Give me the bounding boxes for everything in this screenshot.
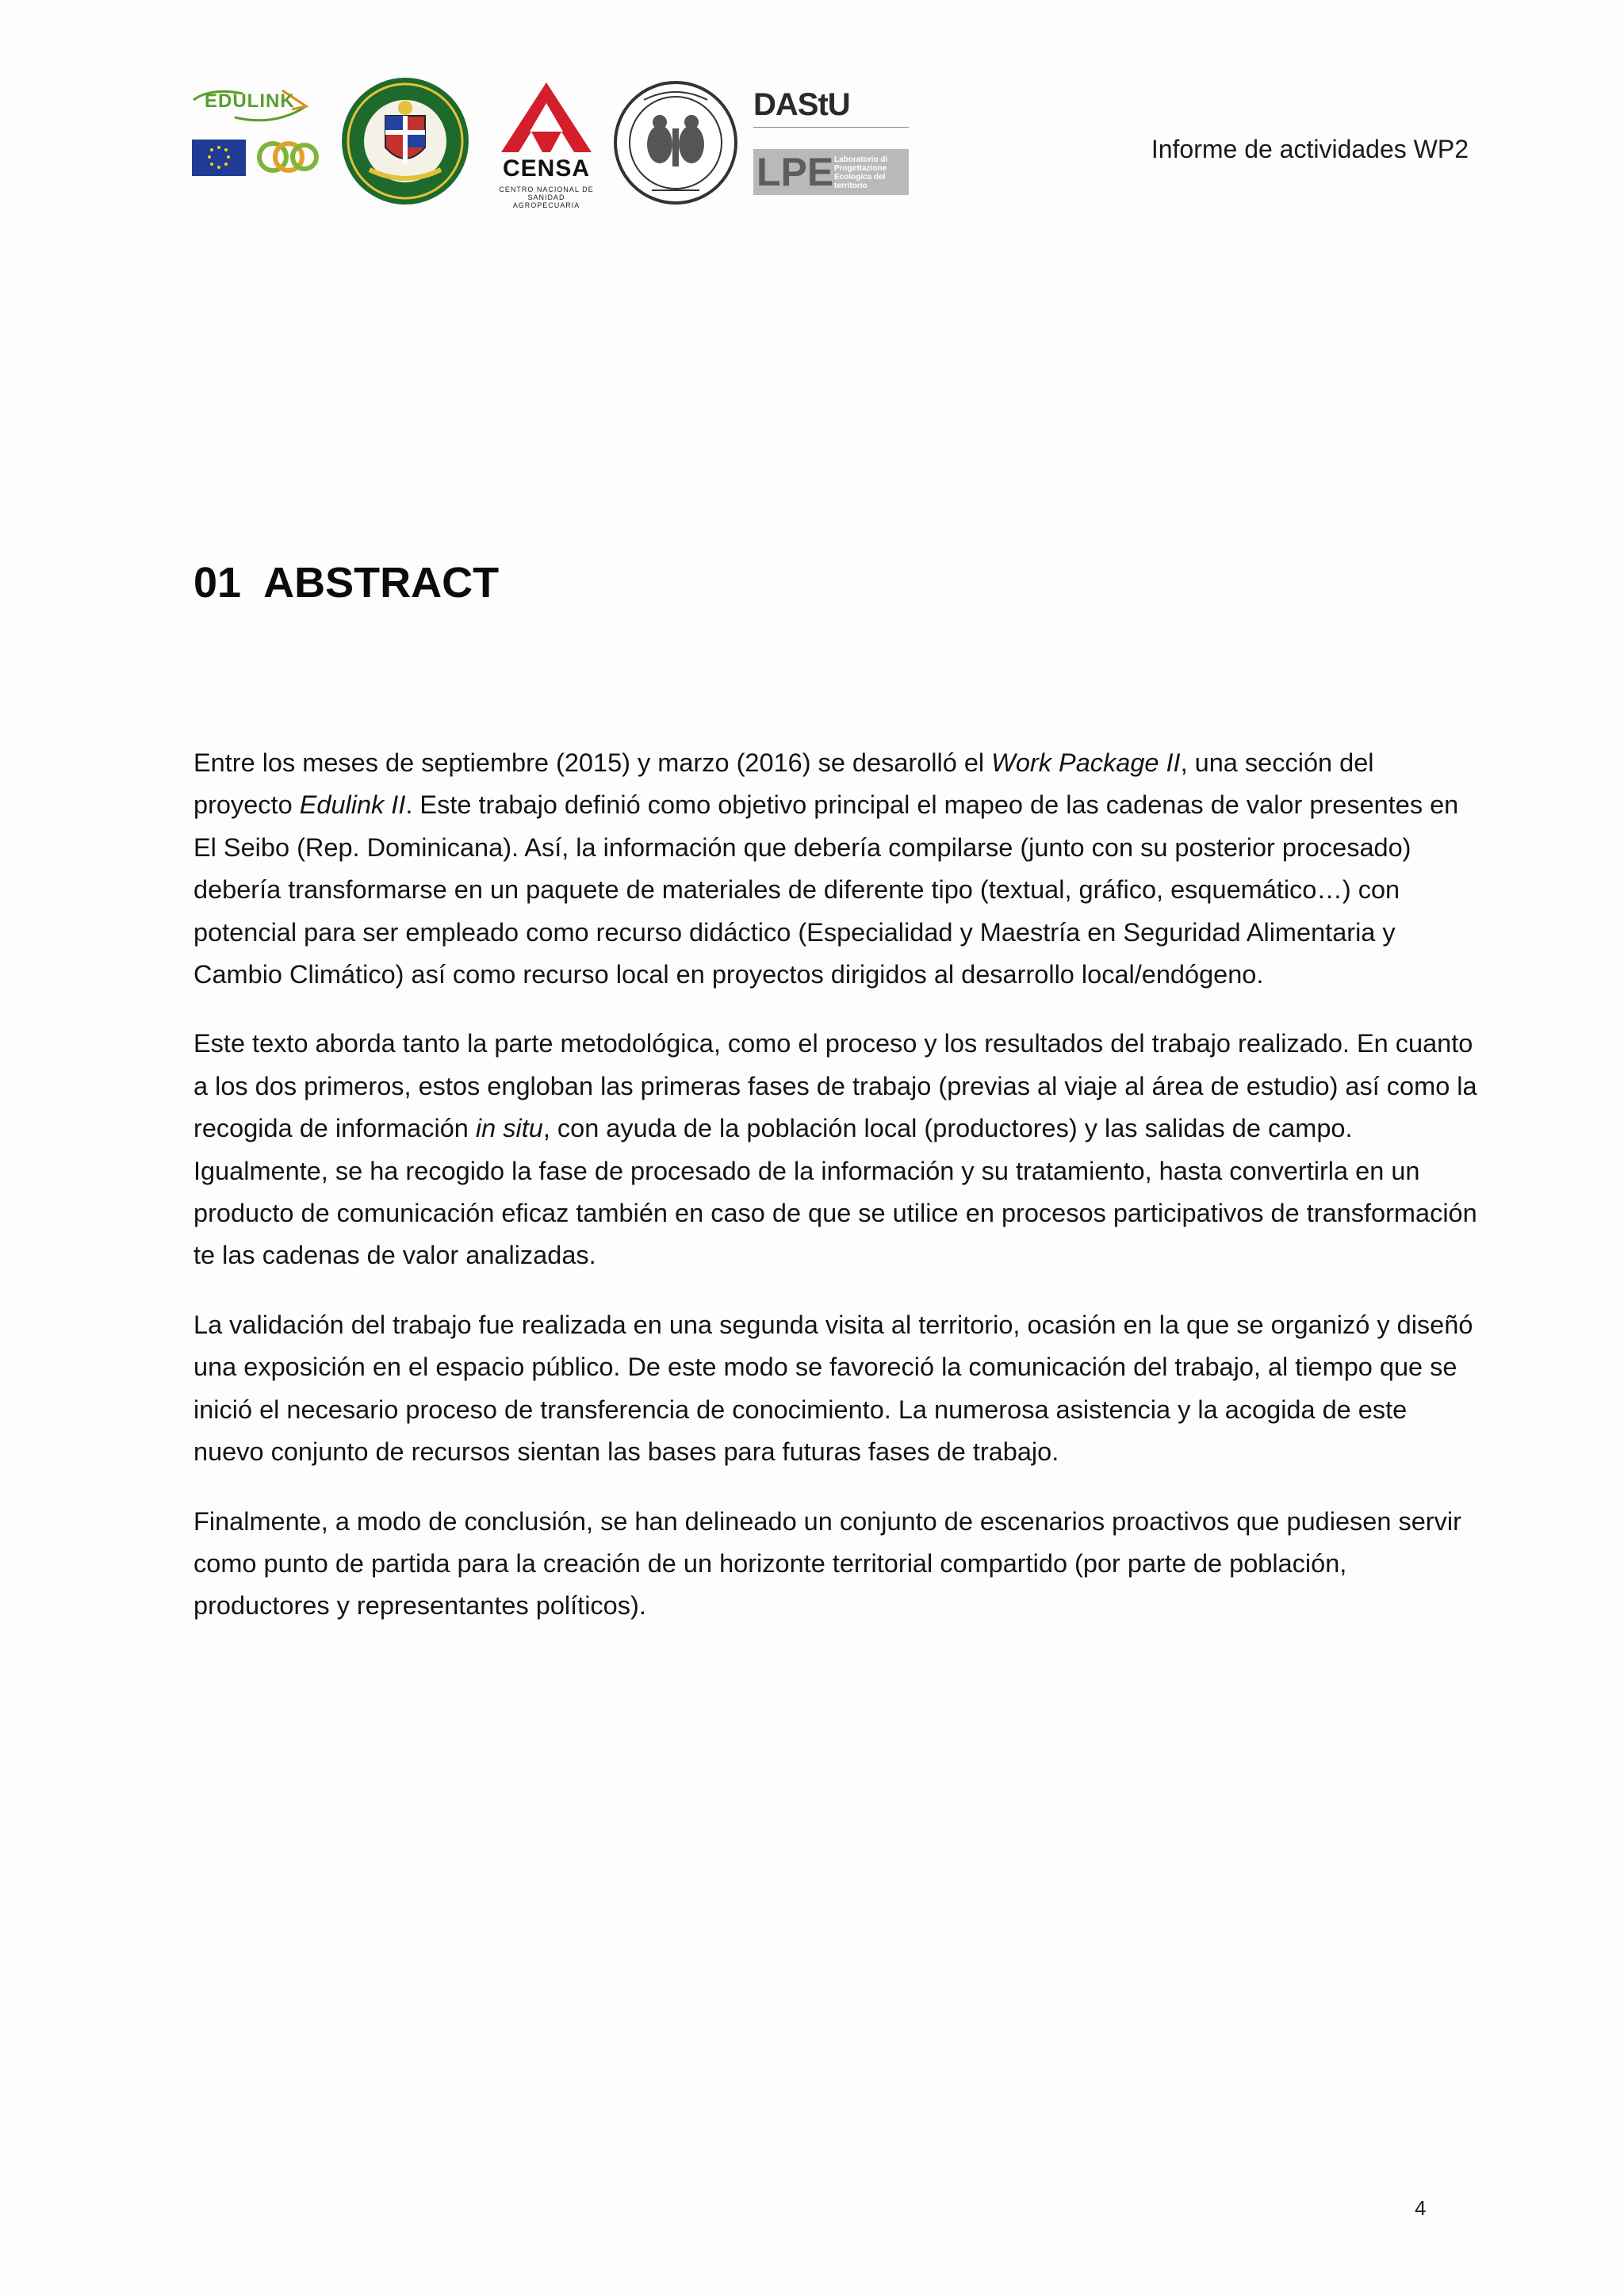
paragraph-italic-term: in situ: [475, 1114, 543, 1143]
paragraph-italic-term: Work Package II: [991, 748, 1181, 777]
abstract-paragraph-2: [193, 1023, 1478, 1276]
paragraph-text: Entre los meses de septiembre (2015) y marzo (2016) se desarolló el: [193, 748, 992, 777]
uce-university-seal: [338, 76, 473, 206]
censa-logo: [495, 79, 598, 209]
paragraph-text: , con ayuda de la población local (productores) y las salidas de campo. Igualmente, se ha recogido la fase de procesado de la información y su tratamiento, hasta convertirla en un producto de comunicación eficaz también en caso de que se utilice en procesos participativos de transformación te las cadenas de valor analizadas.: [193, 1114, 1477, 1270]
page-number: 4: [1415, 2196, 1427, 2220]
lpe-subtitle: Laboratorio di Progettazione Ecologica del territorio: [834, 155, 888, 190]
politecnico-milano-seal: [612, 79, 739, 206]
politecnico-seal-icon: [612, 79, 739, 206]
lpe-wordmark: LPE: [756, 150, 834, 194]
paragraph-italic-term: Edulink II: [299, 790, 406, 820]
paragraph-text: , una sección del proyecto: [193, 748, 1374, 820]
censa-triangle-icon: [495, 79, 598, 155]
censa-subtitle: CENTRO NACIONAL DE SANIDAD AGROPECUARIA: [499, 186, 594, 209]
acp-logo-icon: [257, 135, 319, 179]
section-number: 01: [193, 559, 242, 607]
document-header-title: Informe de actividades WP2: [1151, 135, 1469, 163]
eu-flag-icon: [192, 140, 246, 176]
dastu-wordmark: DAStU: [753, 87, 850, 122]
edulink-logo: [187, 82, 314, 193]
edulink-wordmark: EDULINK: [205, 90, 295, 112]
abstract-paragraph-3: La validación del trabajo fue realizada en una segunda visita al territorio, ocasión en la que se organizó y diseñó una exposición en el espacio público. De este modo se favoreció la comunicación del trabajo, al tiempo que se inició el necesario proceso de transferencia de conocimiento. La numerosa asistencia y la acogida de este nuevo conjunto de recursos sientan las bases para futuras fases de trabajo.: [193, 1310, 1473, 1467]
abstract-body: [193, 742, 1478, 1655]
dastu-rule-icon: [753, 127, 912, 130]
abstract-paragraph-4: Finalmente, a modo de conclusión, se han delineado un conjunto de escenarios proactivos que pudiesen servir como punto de partida para la creación de un horizonte territorial compartido (por parte de población, productores y representantes políticos).: [193, 1506, 1461, 1621]
uce-seal-icon: [338, 76, 473, 206]
paragraph-text: Este texto aborda tanto la parte metodológica, como el proceso y los resultados del trabajo realizado. En cuanto a los dos primeros, estos engloban las primeras fases de trabajo (previas al viaje al área de estudio) así como la recogida de información: [193, 1029, 1477, 1143]
paragraph-text: . Este trabajo definió como objetivo principal el mapeo de las cadenas de valor presentes en El Seibo (Rep. Dominicana). Así, la información que debería compilarse (junto con su posterior procesado) debería transformarse en un paquete de materiales de diferente tipo (textual, gráfico, esquemático…) con potencial para ser empleado como recurso didáctico (Especialidad y Maestría en Seguridad Alimentaria y Cambio Climático) así como recurso local en proyectos dirigidos al desarrollo local/endógeno.: [193, 790, 1459, 989]
abstract-paragraph-1: [193, 742, 1478, 996]
section-title: ABSTRACT: [263, 559, 500, 607]
dastu-lpe-logo: [753, 87, 912, 206]
censa-wordmark: CENSA: [502, 155, 590, 182]
header-logo-strip: [187, 76, 917, 211]
lpe-badge: [753, 149, 909, 195]
section-heading: [193, 558, 499, 607]
